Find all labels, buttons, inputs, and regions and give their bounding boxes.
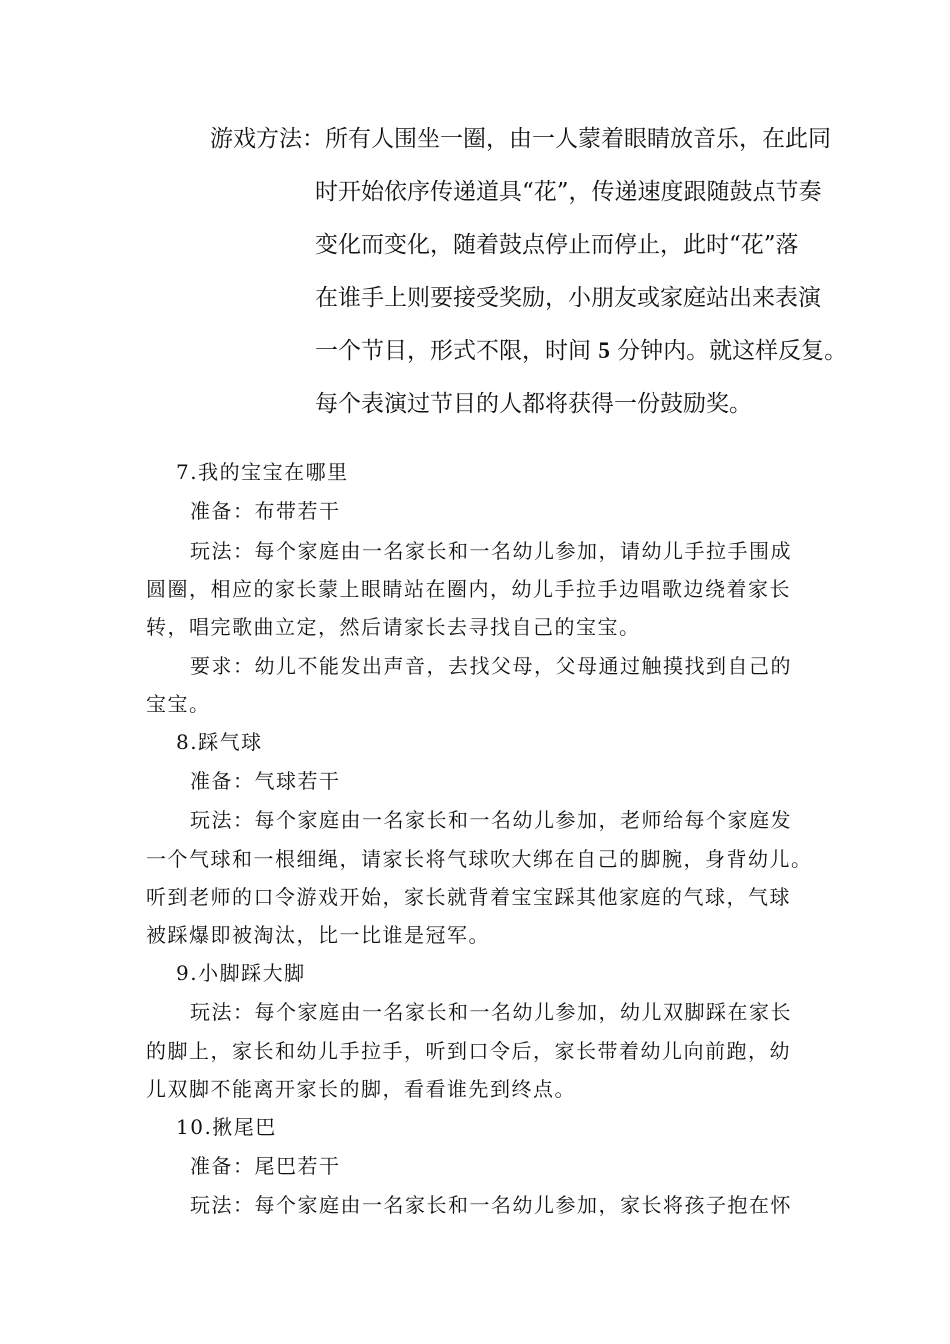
section-9-play-line-1: 玩法：每个家庭由一名家长和一名幼儿参加，幼儿双脚踩在家长 (190, 1000, 792, 1024)
section-7-heading: 7.我的宝宝在哪里 (176, 460, 349, 484)
section-8-heading: 8.踩气球 (176, 730, 263, 754)
section-10-heading: 10.揪尾巴 (176, 1115, 277, 1139)
game-method-text: 所有人围坐一圈，由一人蒙着眼睛放音乐，在此同 (325, 126, 831, 152)
section-7-play-line-2: 圆圈，相应的家长蒙上眼睛站在圈内，幼儿手拉手边唱歌边绕着家长 (146, 577, 791, 601)
section-7-req-line-2: 宝宝。 (146, 692, 211, 716)
game-method-line-3: 变化而变化，随着鼓点停止而停止，此时“花”落 (315, 232, 799, 258)
game-method-line-1 (210, 124, 831, 154)
section-10-prep: 准备：尾巴若干 (190, 1154, 341, 1178)
section-9-play-line-2: 的脚上，家长和幼儿手拉手，听到口令后，家长带着幼儿向前跑，幼 (146, 1039, 791, 1063)
game-method-line-5: 一个节目，形式不限，时间 5 分钟内。就这样反复。 (315, 338, 848, 364)
section-9-heading: 9.小脚踩大脚 (176, 961, 306, 985)
section-10-play-line-1: 玩法：每个家庭由一名家长和一名幼儿参加，家长将孩子抱在怀 (190, 1193, 792, 1217)
section-8-prep: 准备：气球若干 (190, 769, 341, 793)
section-9-play-line-3: 儿双脚不能离开家长的脚，看看谁先到终点。 (146, 1077, 576, 1101)
section-8-play-line-4: 被踩爆即被淘汰，比一比谁是冠军。 (146, 923, 490, 947)
game-method-line-4: 在谁手上则要接受奖励，小朋友或家庭站出来表演 (315, 285, 821, 311)
section-7-prep: 准备：布带若干 (190, 499, 341, 523)
game-method-label: 游戏方法： (210, 126, 325, 152)
section-7-req-line-1: 要求：幼儿不能发出声音，去找父母，父母通过触摸找到自己的 (190, 654, 792, 678)
game-method-line-6: 每个表演过节目的人都将获得一份鼓励奖。 (315, 391, 752, 417)
time-minutes: 5 (598, 338, 610, 363)
game-method-line-2: 时开始依序传递道具“花”，传递速度跟随鼓点节奏 (315, 179, 822, 205)
section-8-play-line-2: 一个气球和一根细绳，请家长将气球吹大绑在自己的脚腕，身背幼儿。 (146, 847, 813, 871)
section-8-play-line-1: 玩法：每个家庭由一名家长和一名幼儿参加，老师给每个家庭发 (190, 808, 792, 832)
section-7-play-line-1: 玩法：每个家庭由一名家长和一名幼儿参加，请幼儿手拉手围成 (190, 539, 792, 563)
section-7-play-line-3: 转，唱完歌曲立定，然后请家长去寻找自己的宝宝。 (146, 615, 641, 639)
section-8-play-line-3: 听到老师的口令游戏开始，家长就背着宝宝踩其他家庭的气球，气球 (146, 885, 791, 909)
